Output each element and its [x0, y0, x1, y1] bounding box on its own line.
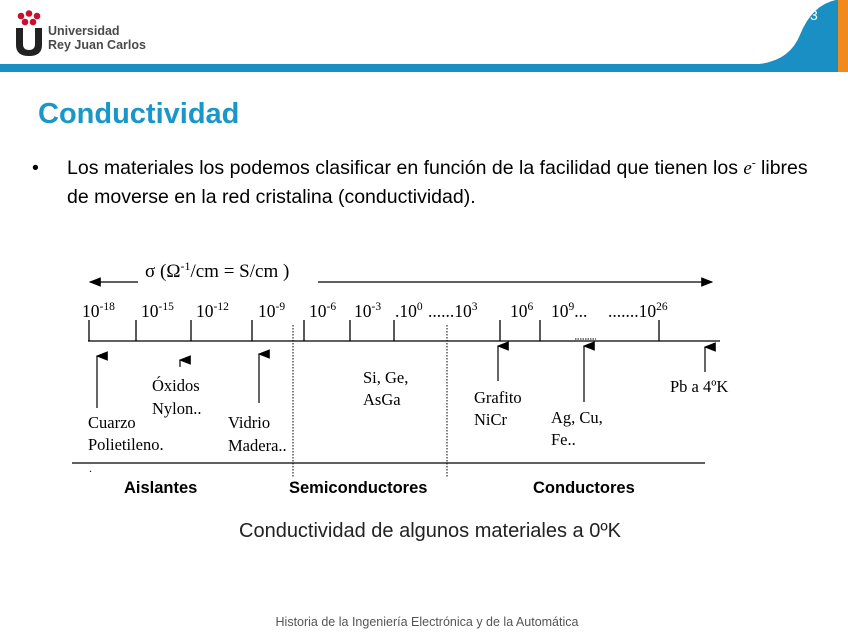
- scale-labels: [82, 301, 668, 321]
- material-label: Pb a 4ºK: [670, 377, 729, 396]
- page-number: 3: [810, 7, 818, 23]
- scale-label: ......10$^3$: [428, 301, 478, 321]
- scale-label: .......10$^{26}$: [608, 301, 668, 321]
- bullet-dot-icon: •: [32, 157, 39, 179]
- figure-caption: Conductividad de algunos materiales a 0ºK: [239, 520, 621, 542]
- urjc-crest-icon: [14, 10, 46, 56]
- material-label: Ag, Cu,: [551, 408, 603, 427]
- university-logo: [14, 8, 154, 58]
- scale-label: $10^{-18}$: [82, 301, 115, 321]
- category-semiconductores: Semiconductores: [289, 479, 428, 497]
- bullet-text: [67, 154, 817, 211]
- material-label: NiCr: [474, 410, 507, 429]
- material-label: Madera..: [228, 436, 287, 455]
- category-aislantes: Aislantes: [124, 479, 198, 497]
- material-label: AsGa: [363, 390, 401, 409]
- footer-text: Historia de la Ingeniería Electrónica y de la Automática: [275, 615, 579, 629]
- electron-symbol: [743, 158, 755, 179]
- material-label: Vidrio: [228, 413, 271, 432]
- material-label: Polietileno.: [88, 435, 164, 454]
- stray-dot: .: [89, 461, 92, 475]
- electron-sup: -: [751, 157, 756, 170]
- university-line1: Universidad: [48, 24, 120, 38]
- material-labels: [88, 368, 728, 455]
- category-conductores: Conductores: [533, 479, 635, 497]
- bullet-text-part2: libres de moverse en la red cristalina (conductividad).: [67, 157, 808, 208]
- scale-ticks: [89, 320, 659, 341]
- orange-accent-bar: [838, 0, 848, 72]
- scale-label: $10^6$: [510, 301, 534, 321]
- slide-header: [0, 0, 848, 72]
- material-label: Óxidos: [152, 376, 200, 395]
- scale-label: $10^{-15}$: [141, 301, 174, 321]
- material-label: Cuarzo: [88, 413, 136, 432]
- material-label: Grafito: [474, 388, 522, 407]
- scale-label: $10^{-9}$: [258, 301, 286, 321]
- material-label: Nylon..: [152, 399, 202, 418]
- slide-title: Conductividad: [38, 98, 240, 130]
- material-label: Fe..: [551, 430, 576, 449]
- bullet-text-part1: Los materiales los podemos clasificar en función de la facilidad que tienen los: [67, 157, 744, 179]
- scale-label: $.10^0$: [395, 301, 423, 321]
- scale-label: $10^9$...: [551, 301, 588, 321]
- university-name: [48, 24, 146, 52]
- university-line2: Rey Juan Carlos: [48, 38, 146, 52]
- sigma-label: σ ($\Omega^{-1}/cm = S/cm$ ): [145, 259, 290, 282]
- material-label: Si, Ge,: [363, 368, 409, 387]
- scale-label: $10^{-6}$: [309, 301, 337, 321]
- conductivity-diagram: [0, 250, 848, 550]
- scale-label: $10^{-12}$: [196, 301, 229, 321]
- scale-label: $10^{-3}$: [354, 301, 382, 321]
- electron-e: e: [743, 158, 752, 179]
